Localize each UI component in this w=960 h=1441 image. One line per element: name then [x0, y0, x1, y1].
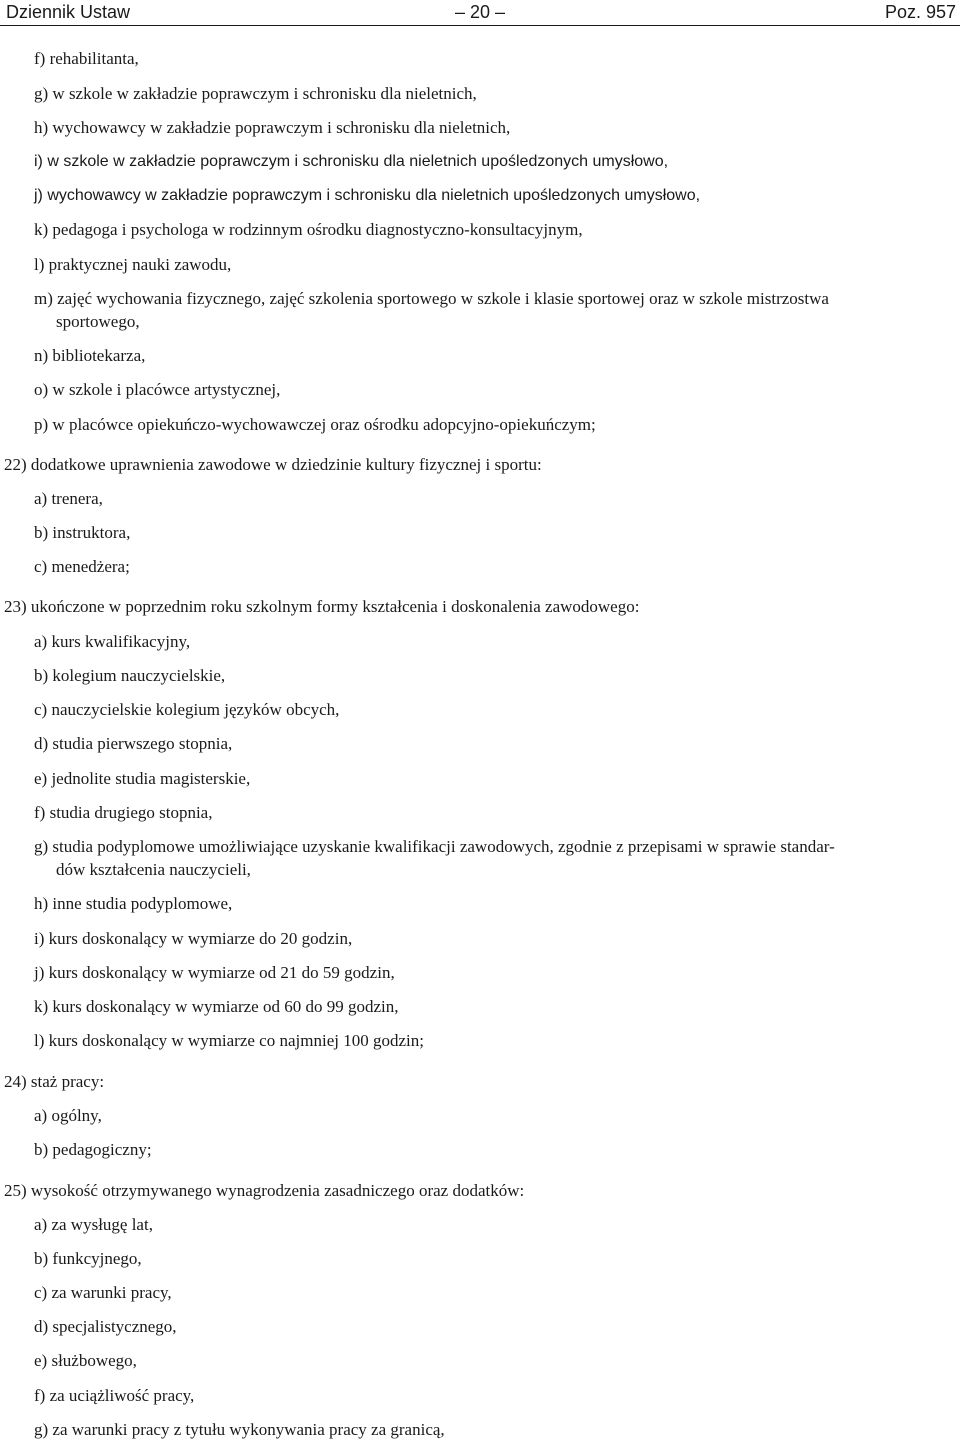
list-item: b) funkcyjnego, [34, 1249, 142, 1268]
list-item: a) ogólny, [34, 1106, 102, 1125]
list-item: c) nauczycielskie kolegium języków obcych, [34, 700, 340, 719]
list-item: f) za uciążliwość pracy, [34, 1386, 195, 1405]
section-item: 25) wysokość otrzymywanego wynagrodzenia zasadniczego oraz dodatków: [4, 1181, 525, 1200]
list-item: p) w placówce opiekuńczo-wychowawczej oraz ośrodku adopcyjno-opiekuńczym; [34, 415, 596, 434]
list-item: b) instruktora, [34, 523, 131, 542]
list-item: f) studia drugiego stopnia, [34, 803, 213, 822]
list-item: m) zajęć wychowania fizycznego, zajęć szkolenia sportowego w szkole i klasie sportowej oraz w szkole mistrzostwa [34, 289, 829, 308]
list-item: b) kolegium nauczycielskie, [34, 666, 226, 685]
list-item: i) kurs doskonalący w wymiarze do 20 godzin, [34, 929, 353, 948]
list-item: k) kurs doskonalący w wymiarze od 60 do 99 godzin, [34, 997, 399, 1016]
list-item: g) studia podyplomowe umożliwiające uzyskanie kwalifikacji zawodowych, zgodnie z przepisami w sprawie standar- [34, 837, 835, 856]
list-item: a) za wysługę lat, [34, 1215, 153, 1234]
list-item: d) specjalistycznego, [34, 1317, 177, 1336]
list-item: o) w szkole i placówce artystycznej, [34, 380, 281, 399]
list-item: k) pedagoga i psychologa w rodzinnym ośrodku diagnostyczno-konsultacyjnym, [34, 220, 583, 239]
section-item: 24) staż pracy: [4, 1072, 105, 1091]
list-item: l) praktycznej nauki zawodu, [34, 255, 232, 274]
list-item: c) menedżera; [34, 557, 130, 576]
list-item: n) bibliotekarza, [34, 346, 146, 365]
list-item: j) kurs doskonalący w wymiarze od 21 do 59 godzin, [34, 963, 395, 982]
list-item: f) rehabilitanta, [34, 49, 139, 68]
list-item: a) kurs kwalifikacyjny, [34, 632, 191, 651]
list-item: b) pedagogiczny; [34, 1140, 152, 1159]
list-item: e) jednolite studia magisterskie, [34, 769, 251, 788]
section-item: 23) ukończone w poprzednim roku szkolnym formy kształcenia i doskonalenia zawodowego: [4, 597, 640, 616]
journal-title: Dziennik Ustaw [6, 2, 131, 22]
section-item: 22) dodatkowe uprawnienia zawodowe w dziedzinie kultury fizycznej i sportu: [4, 455, 542, 474]
list-item: a) trenera, [34, 489, 103, 508]
page-header [0, 0, 960, 26]
list-item: g) w szkole w zakładzie poprawczym i schronisku dla nieletnich, [34, 84, 477, 103]
page-number: – 20 – [454, 2, 506, 22]
list-item-continuation: dów kształcenia nauczycieli, [56, 860, 251, 879]
list-item-continuation: sportowego, [56, 312, 140, 331]
list-item: g) za warunki pracy z tytułu wykonywania pracy za granicą, [34, 1420, 445, 1439]
list-item: h) inne studia podyplomowe, [34, 894, 233, 913]
list-item: j) wychowawcy w zakładzie poprawczym i schronisku dla nieletnich upośledzonych umysłowo, [34, 187, 701, 204]
list-item: d) studia pierwszego stopnia, [34, 734, 233, 753]
list-item: e) służbowego, [34, 1351, 137, 1370]
list-item: i) w szkole w zakładzie poprawczym i schronisku dla nieletnich upośledzonych umysłowo, [34, 153, 669, 170]
header-rule [0, 25, 960, 26]
list-item: c) za warunki pracy, [34, 1283, 172, 1302]
position-number: Poz. 957 [884, 2, 956, 22]
list-item: h) wychowawcy w zakładzie poprawczym i schronisku dla nieletnich, [34, 118, 511, 137]
list-item: l) kurs doskonalący w wymiarze co najmniej 100 godzin; [34, 1031, 424, 1050]
